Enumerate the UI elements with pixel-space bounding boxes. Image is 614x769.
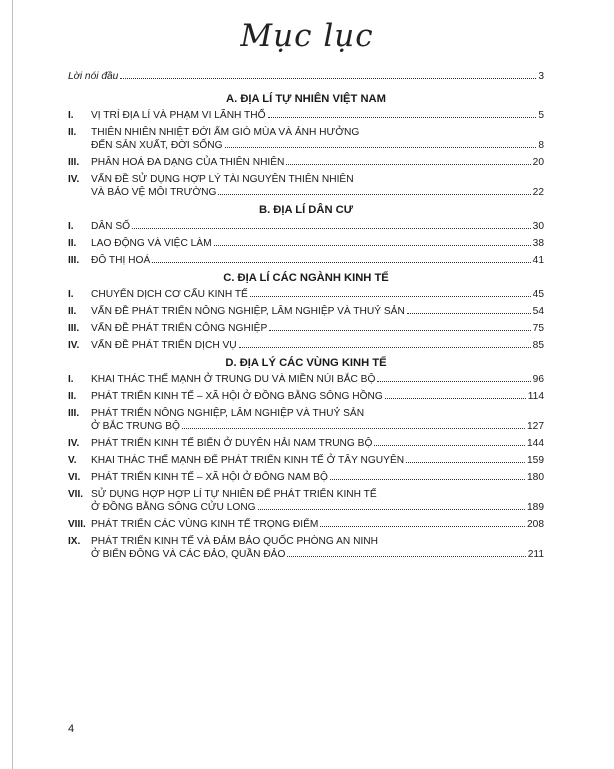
leader-dots xyxy=(385,398,526,399)
toc-entry[interactable] xyxy=(68,109,544,122)
entry-title-line: VỊ TRÍ ĐỊA LÍ VÀ PHẠM VI LÃNH THỔ xyxy=(91,110,266,121)
entry-page: 208 xyxy=(527,519,544,530)
entry-number: I. xyxy=(68,221,74,232)
toc-entry[interactable] xyxy=(68,373,544,386)
entry-number: III. xyxy=(68,255,80,266)
preface-page: 3 xyxy=(538,71,544,82)
entry-page: 30 xyxy=(532,221,544,232)
entry-number: I. xyxy=(68,374,74,385)
entry-page: 41 xyxy=(532,255,544,266)
entry-page: 114 xyxy=(527,391,544,402)
section-heading: C. ĐỊA LÍ CÁC NGÀNH KINH TẾ xyxy=(223,272,389,284)
entry-page: 38 xyxy=(532,238,544,249)
toc-entry[interactable] xyxy=(68,220,544,233)
leader-dots xyxy=(225,147,537,148)
entry-title-line: VẤN ĐỀ SỬ DỤNG HỢP LÝ TÀI NGUYÊN THIÊN NHIÊN xyxy=(91,174,354,185)
entry-number: VII. xyxy=(68,489,84,500)
entry-page: 144 xyxy=(527,438,544,449)
leader-dots xyxy=(132,228,531,229)
entry-title-line: Ở BẮC TRUNG BỘ xyxy=(91,421,180,432)
leader-dots xyxy=(330,479,525,480)
entry-number: VIII. xyxy=(68,519,86,530)
entry-number: IV. xyxy=(68,340,80,351)
entry-title-line: KHAI THÁC THẾ MẠNH ĐỂ PHÁT TRIỂN KINH TẾ Ở TÂY NGUYÊN xyxy=(91,455,405,466)
entry-title-line: LAO ĐỘNG VÀ VIỆC LÀM xyxy=(91,238,212,249)
entry-page: 5 xyxy=(538,110,544,121)
toc-entry[interactable] xyxy=(68,254,544,267)
entry-page: 20 xyxy=(532,157,544,168)
entry-page: 8 xyxy=(538,140,544,151)
section-heading: B. ĐỊA LÍ DÂN CƯ xyxy=(258,204,353,216)
leader-dots xyxy=(152,262,530,263)
leader-dots xyxy=(377,381,530,382)
leader-dots xyxy=(287,556,525,557)
toc-entry[interactable] xyxy=(68,156,544,169)
entry-page: 180 xyxy=(527,472,544,483)
entry-title-line: THIÊN NHIÊN NHIỆT ĐỚI ẨM GIÓ MÙA VÀ ẢNH HƯỞNG xyxy=(91,127,360,138)
toc-entry[interactable] xyxy=(68,535,544,561)
entry-page: 159 xyxy=(527,455,544,466)
leader-dots xyxy=(374,445,525,446)
section-heading: D. ĐỊA LÝ CÁC VÙNG KINH TẾ xyxy=(225,357,387,369)
toc-entry[interactable] xyxy=(68,237,544,250)
entry-title-line: PHÂN HOÁ ĐA DẠNG CỦA THIÊN NHIÊN xyxy=(91,157,285,168)
entry-number: III. xyxy=(68,157,80,168)
leader-dots xyxy=(182,428,525,429)
toc-entry[interactable] xyxy=(68,126,544,152)
leader-dots xyxy=(120,78,536,79)
entry-title-line: ĐÔ THỊ HOÁ xyxy=(91,255,151,266)
entry-page: 45 xyxy=(532,289,544,300)
toc-entry[interactable] xyxy=(68,322,544,335)
entry-page: 54 xyxy=(532,306,544,317)
preface-entry[interactable] xyxy=(68,70,544,83)
section-heading: A. ĐỊA LÍ TỰ NHIÊN VIỆT NAM xyxy=(226,93,386,105)
entry-page: 189 xyxy=(527,502,544,513)
leader-dots xyxy=(268,117,537,118)
toc-entry[interactable] xyxy=(68,339,544,352)
page-title: Mục lục xyxy=(240,18,374,54)
entry-page: 22 xyxy=(532,187,544,198)
leader-dots xyxy=(269,330,530,331)
page-binding-line xyxy=(12,0,13,769)
leader-dots xyxy=(258,509,525,510)
leader-dots xyxy=(214,245,531,246)
toc-entry[interactable] xyxy=(68,518,544,531)
entry-title-line: PHÁT TRIỂN KINH TẾ VÀ ĐẢM BẢO QUỐC PHÒNG AN NINH xyxy=(91,536,378,547)
entry-number: I. xyxy=(68,289,74,300)
entry-number: IX. xyxy=(68,536,81,547)
entry-number: V. xyxy=(68,455,77,466)
toc-entry[interactable] xyxy=(68,390,544,403)
toc-entry[interactable] xyxy=(68,173,544,199)
leader-dots xyxy=(286,164,530,165)
entry-title-line: PHÁT TRIỂN KINH TẾ – XÃ HỘI Ở ĐÔNG NAM BỘ xyxy=(91,472,328,483)
toc-entry[interactable] xyxy=(68,407,544,433)
entry-title-line: PHÁT TRIỂN KINH TẾ BIỂN Ở DUYÊN HẢI NAM TRUNG BỘ xyxy=(91,438,373,449)
entry-title-line: Ở ĐỒNG BẰNG SÔNG CỬU LONG xyxy=(91,502,256,513)
leader-dots xyxy=(250,296,531,297)
entry-number: IV. xyxy=(68,174,80,185)
leader-dots xyxy=(239,347,531,348)
entry-number: IV. xyxy=(68,438,80,449)
leader-dots xyxy=(218,194,530,195)
entry-number: VI. xyxy=(68,472,81,483)
entry-title-line: Ở BIỂN ĐÔNG VÀ CÁC ĐẢO, QUẦN ĐẢO xyxy=(91,549,286,560)
leader-dots xyxy=(407,313,531,314)
entry-title-line: VÀ BẢO VỆ MÔI TRƯỜNG xyxy=(91,187,217,198)
toc-entry[interactable] xyxy=(68,437,544,450)
entry-title-line: VẤN ĐỀ PHÁT TRIỂN DỊCH VỤ xyxy=(91,340,237,351)
entry-title-line: PHÁT TRIỂN CÁC VÙNG KINH TẾ TRỌNG ĐIỂM xyxy=(91,519,319,530)
entry-number: II. xyxy=(68,391,77,402)
page-number: 4 xyxy=(68,723,75,735)
entry-number: II. xyxy=(68,238,77,249)
preface-label: Lời nói đầu xyxy=(68,71,119,82)
toc-entry[interactable] xyxy=(68,488,544,514)
toc-entry[interactable] xyxy=(68,471,544,484)
toc-entry[interactable] xyxy=(68,454,544,467)
entry-title-line: VẤN ĐỀ PHÁT TRIỂN NÔNG NGHIỆP, LÂM NGHIỆP VÀ THUỶ SẢN xyxy=(91,306,405,317)
entry-page: 127 xyxy=(527,421,544,432)
entry-title-line: VẤN ĐỀ PHÁT TRIỂN CÔNG NGHIỆP xyxy=(91,323,268,334)
entry-number: II. xyxy=(68,127,77,138)
leader-dots xyxy=(320,526,525,527)
entry-number: III. xyxy=(68,323,80,334)
entry-number: II. xyxy=(68,306,77,317)
entry-page: 85 xyxy=(532,340,544,351)
entry-title-line: ĐẾN SẢN XUẤT, ĐỜI SỐNG xyxy=(91,140,223,151)
entry-page: 75 xyxy=(532,323,544,334)
entry-number: I. xyxy=(68,110,74,121)
entry-title-line: DÂN SỐ xyxy=(91,221,131,232)
entry-title-line: SỬ DỤNG HỢP HỢP LÍ TỰ NHIÊN ĐỂ PHÁT TRIỂN KINH TẾ xyxy=(91,489,377,500)
entry-number: III. xyxy=(68,408,80,419)
leader-dots xyxy=(406,462,525,463)
entry-page: 211 xyxy=(527,549,544,560)
entry-page: 96 xyxy=(532,374,544,385)
toc-entry[interactable] xyxy=(68,288,544,301)
entry-title-line: CHUYỂN DỊCH CƠ CẤU KINH TẾ xyxy=(91,289,248,300)
toc-entry[interactable] xyxy=(68,305,544,318)
table-of-contents xyxy=(68,70,544,565)
entry-title-line: PHÁT TRIỂN NÔNG NGHIỆP, LÂM NGHIỆP VÀ THUỶ SẢN xyxy=(91,408,365,419)
entry-title-line: KHAI THÁC THẾ MẠNH Ở TRUNG DU VÀ MIỀN NÚI BẮC BỘ xyxy=(91,374,376,385)
entry-title-line: PHÁT TRIỂN KINH TẾ – XÃ HỘI Ở ĐỒNG BẰNG SÔNG HỒNG xyxy=(91,391,383,402)
